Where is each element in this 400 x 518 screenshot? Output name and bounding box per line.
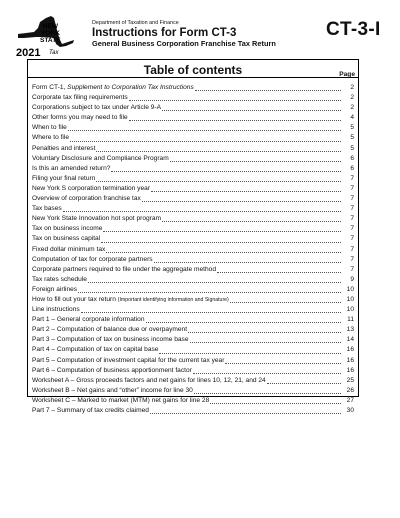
toc-dot-leader xyxy=(142,201,341,202)
toc-entry[interactable] xyxy=(32,325,354,335)
toc-entry[interactable] xyxy=(32,245,354,255)
toc-entry-title: Part 6 – Computation of business apportionment factor xyxy=(32,366,192,374)
toc-dot-leader xyxy=(78,292,341,293)
toc-dot-leader xyxy=(217,272,341,273)
toc-entry-page: 7 xyxy=(350,195,354,203)
toc-entry-page: 30 xyxy=(346,407,354,414)
toc-dot-leader xyxy=(129,120,341,121)
toc-entry-page: 7 xyxy=(350,184,354,192)
toc-entry[interactable] xyxy=(32,144,354,154)
document-header xyxy=(0,0,400,60)
toc-entry[interactable] xyxy=(32,93,354,103)
toc-dot-leader xyxy=(101,242,341,243)
toc-entry[interactable] xyxy=(32,154,354,164)
toc-entry-page: 16 xyxy=(346,366,354,374)
toc-entry-title: Part 7 – Summary of tax credits claimed xyxy=(32,407,149,414)
toc-entry-page: 16 xyxy=(346,346,354,354)
toc-entry[interactable] xyxy=(32,83,354,93)
toc-entry[interactable] xyxy=(32,214,354,224)
toc-entry-page: 16 xyxy=(346,356,354,364)
toc-dot-leader xyxy=(154,262,341,263)
toc-entry-page: 7 xyxy=(350,255,354,263)
page-subtitle: General Business Corporation Franchise Tax Return xyxy=(92,39,276,48)
toc-entry-title: Other forms you may need to file xyxy=(32,114,128,122)
toc-heading: Table of contents xyxy=(143,63,243,77)
toc-entry[interactable] xyxy=(32,396,354,406)
toc-entry-page: 4 xyxy=(350,114,354,122)
toc-dot-leader xyxy=(96,151,341,152)
toc-entry-title: Part 4 – Computation of tax on capital base xyxy=(32,346,159,354)
tax-year: 2021 xyxy=(16,47,41,59)
toc-entry-page: 7 xyxy=(350,205,354,213)
toc-entry-page: 10 xyxy=(346,306,354,314)
toc-entry-page: 13 xyxy=(346,326,354,334)
toc-dot-leader xyxy=(151,191,341,192)
toc-entry[interactable] xyxy=(32,194,354,204)
toc-entry[interactable] xyxy=(32,366,354,376)
toc-dot-leader xyxy=(106,252,341,253)
toc-entry-page: 7 xyxy=(350,174,354,182)
toc-entry-title: Fixed dollar minimum tax xyxy=(32,245,106,253)
toc-entry-page: 2 xyxy=(350,84,354,91)
toc-entry-page: 2 xyxy=(350,94,354,102)
page-title: Instructions for Form CT-3 xyxy=(92,27,237,39)
toc-dot-leader xyxy=(146,322,341,323)
toc-entry-title: Where to file xyxy=(32,134,70,142)
toc-dot-leader xyxy=(162,110,341,111)
toc-dot-leader xyxy=(193,373,341,374)
toc-entry[interactable] xyxy=(32,103,354,113)
toc-entry-title: New York S corporation termination year xyxy=(32,184,151,192)
table-of-contents xyxy=(27,59,359,414)
toc-entry-page: 5 xyxy=(350,124,354,132)
toc-dot-leader xyxy=(162,221,341,222)
toc-entry[interactable] xyxy=(32,224,354,234)
toc-entry-title: Worksheet C – Marked to market (MTM) net gains for line 28 xyxy=(32,396,210,404)
toc-entry-page: 7 xyxy=(350,235,354,243)
toc-entry-title: When to file xyxy=(32,124,67,132)
toc-entry-title: Part 2 – Computation of balance due or overpayment xyxy=(32,326,188,334)
toc-entry-page: 14 xyxy=(346,336,354,344)
toc-entry-note: (Important identifying information and Signature) xyxy=(117,296,229,303)
toc-entry-page: 27 xyxy=(346,396,354,404)
toc-dot-leader xyxy=(210,403,341,404)
toc-entry-title: Tax on business income xyxy=(32,225,103,233)
toc-entry-title: Foreign airlines xyxy=(32,285,78,293)
toc-entry-title: Computation of tax for corporate partners xyxy=(32,255,153,263)
toc-entry-page: 5 xyxy=(350,144,354,152)
toc-page-column-label: Page xyxy=(339,71,355,78)
toc-entry-title: Corporate tax filing requirements xyxy=(32,94,128,102)
toc-entry[interactable] xyxy=(32,335,354,345)
toc-dot-leader xyxy=(68,130,341,131)
toc-entry[interactable] xyxy=(32,305,354,315)
toc-list xyxy=(32,83,354,416)
toc-dot-leader xyxy=(195,90,341,91)
toc-entry-title: Line instructions xyxy=(32,306,80,314)
toc-dot-leader xyxy=(225,363,341,364)
toc-entry-title: Worksheet A – Gross proceeds factors and net gains for lines 10, 12, 21, and 24 xyxy=(32,376,266,384)
toc-entry[interactable] xyxy=(32,255,354,265)
form-code: CT-3-I xyxy=(326,19,381,40)
toc-dot-leader xyxy=(70,141,341,142)
toc-entry[interactable] xyxy=(32,133,354,143)
toc-entry[interactable] xyxy=(32,275,354,285)
toc-entry-title: How to fill out your tax return (Important identifying information and Signature) xyxy=(32,295,229,303)
logo-signature: Tax xyxy=(49,50,59,56)
toc-entry-title: Corporate partners required to file under the aggregate method xyxy=(32,265,217,273)
toc-entry-page: 6 xyxy=(350,164,354,172)
nys-logo xyxy=(16,14,76,58)
toc-entry-page: 25 xyxy=(346,376,354,384)
toc-entry[interactable] xyxy=(32,234,354,244)
toc-entry-page: 7 xyxy=(350,215,354,223)
toc-entry-page: 7 xyxy=(350,245,354,253)
toc-entry-title: Corporations subject to tax under Article 9-A xyxy=(32,104,162,112)
toc-entry-page: 6 xyxy=(350,154,354,162)
toc-entry[interactable] xyxy=(32,285,354,295)
toc-entry-page: 10 xyxy=(346,295,354,303)
toc-entry[interactable] xyxy=(32,113,354,123)
toc-entry-title: Tax rates schedule xyxy=(32,275,87,283)
toc-entry-title: Part 5 – Computation of investment capital for the current tax year xyxy=(32,356,225,364)
toc-dot-leader xyxy=(63,211,341,212)
toc-dot-leader xyxy=(194,393,341,394)
toc-entry-page: 2 xyxy=(350,104,354,112)
toc-entry[interactable] xyxy=(32,295,354,305)
logo-wordmark: NEW YORK STATE xyxy=(40,23,61,44)
toc-dot-leader xyxy=(103,231,341,232)
toc-dot-leader xyxy=(190,342,341,343)
toc-dot-leader xyxy=(81,312,341,313)
toc-entry[interactable] xyxy=(32,386,354,396)
toc-entry-title: Worksheet B – Net gains and “other” income for line 30 xyxy=(32,386,193,394)
toc-entry-title: Part 3 – Computation of tax on business income base xyxy=(32,336,189,344)
toc-entry-title: Tax bases xyxy=(32,205,62,213)
toc-dot-leader xyxy=(170,161,341,162)
toc-entry-page: 10 xyxy=(346,285,354,293)
toc-entry-page: 9 xyxy=(350,275,354,283)
toc-divider xyxy=(28,77,358,78)
toc-dot-leader xyxy=(111,171,341,172)
toc-entry-title: Is this an amended return? xyxy=(32,164,111,172)
toc-entry[interactable] xyxy=(32,356,354,366)
toc-dot-leader xyxy=(129,100,341,101)
toc-entry-title: Voluntary Disclosure and Compliance Program xyxy=(32,154,169,162)
toc-entry[interactable] xyxy=(32,406,354,416)
toc-entry-page: 26 xyxy=(346,386,354,394)
toc-entry[interactable] xyxy=(32,204,354,214)
toc-dot-leader xyxy=(230,302,341,303)
toc-entry-title: Filing your final return xyxy=(32,174,96,182)
toc-dot-leader xyxy=(96,181,341,182)
toc-entry-title: Part 1 – General corporate information xyxy=(32,316,145,324)
toc-entry[interactable] xyxy=(32,265,354,275)
toc-dot-leader xyxy=(267,383,341,384)
toc-entry-title: Tax on business capital xyxy=(32,235,101,243)
toc-entry[interactable] xyxy=(32,174,354,184)
toc-dot-leader xyxy=(188,332,341,333)
toc-entry-title: Penalties and interest xyxy=(32,144,96,152)
toc-entry-page: 5 xyxy=(350,134,354,142)
toc-entry-page: 7 xyxy=(350,225,354,233)
toc-entry[interactable] xyxy=(32,345,354,355)
toc-entry[interactable] xyxy=(32,376,354,386)
toc-entry-page: 7 xyxy=(350,265,354,273)
toc-entry-title: New York State Innovation hot spot program xyxy=(32,215,162,223)
toc-entry-page: 11 xyxy=(347,316,354,324)
toc-dot-leader xyxy=(88,282,341,283)
department-name: Department of Taxation and Finance xyxy=(92,20,179,26)
toc-dot-leader xyxy=(159,353,341,354)
toc-entry-title: Overview of corporation franchise tax xyxy=(32,195,141,203)
toc-dot-leader xyxy=(150,413,341,414)
toc-entry[interactable] xyxy=(32,184,354,194)
toc-entry[interactable] xyxy=(32,123,354,133)
toc-entry-title: Form CT-1, Supplement to Corporation Tax Instructions xyxy=(32,84,194,91)
toc-entry[interactable] xyxy=(32,315,354,325)
toc-entry[interactable] xyxy=(32,164,354,174)
